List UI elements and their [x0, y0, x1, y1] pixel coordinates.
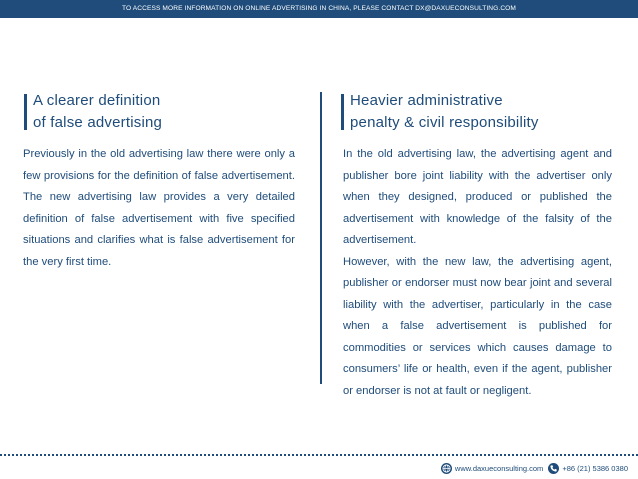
right-body — [343, 144, 612, 402]
left-title-line2: of false advertising — [33, 114, 163, 131]
left-title-line1: A clearer definition — [33, 92, 161, 109]
footer — [441, 461, 628, 475]
left-title — [33, 90, 162, 134]
top-banner — [0, 0, 638, 18]
footer-divider — [0, 454, 638, 456]
phone-number: +86 (21) 5386 0380 — [562, 463, 628, 473]
right-body-p2: However, with the new law, the advertising agent, publisher or endorser must now bear joint and several liability with the advertiser, particularly in the case when a false advertisement is published for commodities or services which causes damage to consumers’ life or health, even if the agent, publisher or endorser is not at fault or negligent. — [343, 255, 612, 397]
left-title-accent — [24, 94, 27, 130]
right-title — [350, 90, 539, 134]
website-link[interactable]: www.daxueconsulting.com — [454, 463, 544, 473]
right-title-line1: Heavier administrative — [350, 92, 503, 109]
right-title-line2: penalty & civil responsibility — [350, 114, 539, 131]
top-banner-text: TO ACCESS MORE INFORMATION ON ONLINE ADVERTISING IN CHINA, PLEASE CONTACT DX@DAXUECONSULTING.COM — [121, 5, 517, 12]
left-body-text: Previously in the old advertising law there were only a few provisions for the definition of false advertisement. The new advertising law provides a very detailed definition of false advertisement with five specified situations and clarifies what is false advertisement for the very first time. — [23, 148, 295, 268]
column-divider — [320, 92, 322, 384]
globe-icon — [441, 463, 452, 474]
left-body — [23, 144, 295, 273]
right-body-p1: In the old advertising law, the advertising agent and publisher bore joint liability with the advertiser only when they designed, produced or published the advertisement with knowledge of the falsity of the advertisement. — [343, 148, 612, 246]
right-title-accent — [341, 94, 344, 130]
phone-icon — [548, 463, 559, 474]
